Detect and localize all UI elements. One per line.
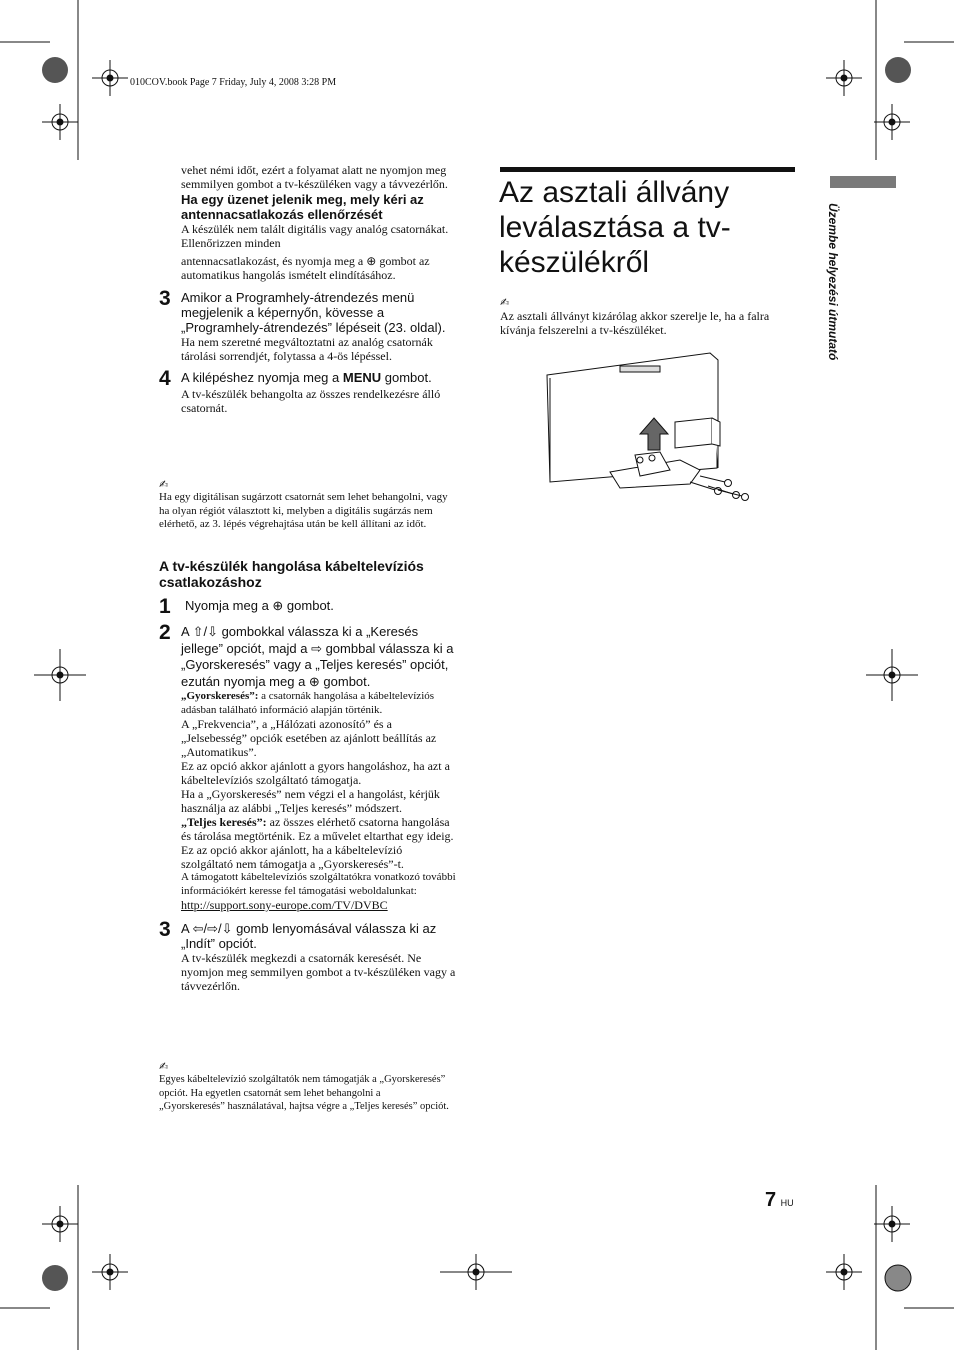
note-2-block (159, 1060, 449, 1114)
step-3 (159, 287, 456, 363)
cable-step-3-text: A ⇦/⇨/⇩ gomb lenyomásával válassza ki az „Indít” opciót. (181, 921, 437, 951)
full-search-p2: Ez az opció akkor ajánlott, ha a kábeltelevízió szolgáltató nem támogatja a „Gyorskeresés”-t. (181, 843, 404, 871)
quick-search-p4: Ha a „Gyorskeresés” nem végzi el a hangolást, kérjük használja az alábbi „Teljes keresés” módszert. (181, 787, 440, 815)
side-tab-label: Üzembe helyezési útmutató (826, 203, 840, 361)
warning-heading: Ha egy üzenet jelenik meg, mely kéri az antennacsatlakozás ellenőrzését (181, 192, 424, 222)
page-number-block (765, 1189, 794, 1212)
cable-step-2-number: 2 (159, 621, 171, 644)
title-rule (500, 167, 795, 172)
step-3-number: 3 (159, 287, 171, 310)
cable-step-1-number: 1 (159, 595, 171, 618)
quick-search-label: „Gyorskeresés”: (181, 690, 259, 702)
cable-step-2 (159, 621, 456, 912)
cable-section (159, 558, 459, 590)
step-3-text: Amikor a Programhely-átrendezés menü megjelenik a képernyőn, kövesse a „Programhely-átrendezés” lépéseit (23. oldal). (181, 290, 446, 335)
warning-text-1: A készülék nem talált digitális vagy analóg csatornákat. Ellenőrizzen minden (181, 222, 449, 250)
intro-text: vehet némi időt, ezért a folyamat alatt ne nyomjon meg semmilyen gombot a tv-készüléken vagy a távvezérlőn. (181, 163, 448, 191)
section-title: Az asztali állvány leválasztása a tv-készülékről (499, 176, 731, 279)
cable-step-2-text: A ⇧/⇩ gombokkal válassza ki a „Keresés jellege” opciót, majd a ⇨ gombbal válassza ki a „Gyorskeresés” vagy a „Teljes keresés” opciót, ezután nyomja meg a ⊕ gombot. (181, 624, 454, 689)
cable-step-1 (159, 595, 456, 618)
right-note-block (500, 296, 795, 337)
full-search-text: az összes elérhető csatorna hangolása és tárolása megtörténik. Ez a művelet eltarthat egy ideig. (181, 815, 454, 843)
note-icon: ✍ (500, 296, 510, 309)
side-tab-bar (830, 176, 896, 188)
menu-key-label: MENU (342, 370, 382, 385)
cable-heading: A tv-készülék hangolása kábeltelevíziós csatlakozáshoz (159, 558, 424, 590)
step-4-subtext: A tv-készülék behangolta az összes rendelkezésre álló csatornát. (181, 387, 441, 415)
cable-step-3-number: 3 (159, 918, 171, 941)
note-icon: ✍ (159, 478, 169, 491)
language-code: HU (780, 1198, 794, 1208)
step-3-subtext: Ha nem szeretné megváltoztatni az analóg csatornák tárolási sorrendjét, folytassa a 4-ös lépéssel. (181, 335, 433, 363)
note-1-text: Ha egy digitálisan sugárzott csatornát sem lehet behangolni, vagy ha olyan régiót választott ki, melyben a digitális sugárzás nem elérhető, az 3. lépés végrehajtása után be kell állítani az időt. (159, 491, 448, 530)
page-number: 7 (765, 1189, 777, 1211)
warning-text-2: antennacsatlakozást, és nyomja meg a ⊕ gombot az automatikus hangolás ismételt elindításához. (181, 254, 430, 282)
note-icon: ✍ (159, 1060, 169, 1073)
step-4-number: 4 (159, 367, 171, 390)
file-info-header: 010COV.book Page 7 Friday, July 4, 2008 3:28 PM (130, 77, 337, 88)
left-column (159, 163, 456, 415)
cable-step-1-text: Nyomja meg a ⊕ gombot. (185, 598, 334, 613)
note-1-block (159, 478, 457, 532)
quick-search-text: a csatornák hangolása a kábeltelevíziós adásban található információ alapján történik. (181, 690, 435, 716)
support-url-link[interactable]: http://support.sony-europe.com/TV/DVBC (181, 898, 388, 912)
tv-stand-illustration (540, 350, 760, 510)
note-2-text: Egyes kábeltelevízió szolgáltatók nem támogatják a „Gyorskeresés” opciót. Ha egyetlen csatornát sem lehet behangolni a „Gyorskeresés” használatával, hajtsa végre a „Teljes keresés” opciót. (159, 1074, 449, 1112)
cable-step-3 (159, 918, 456, 993)
full-search-p3: A támogatott kábeltelevíziós szolgáltatókra vonatkozó további információkért keresse fel támogatási weboldalunkat: (181, 871, 456, 897)
step-4-text-a: A kilépéshez nyomja meg a (181, 370, 343, 385)
cable-steps (159, 595, 456, 993)
quick-search-p3: Ez az opció akkor ajánlott a gyors hangoláshoz, ha azt a kábeltelevíziós szolgáltató támogatja. (181, 759, 450, 787)
step-4-text-b: gombot. (381, 370, 432, 385)
quick-search-p2: A „Frekvencia”, a „Hálózati azonosító” és a „Jelsebesség” opciók esetében az ajánlott beállítás az „Automatikus”. (181, 717, 437, 759)
full-search-label: „Teljes keresés”: (181, 815, 267, 829)
right-note-text: Az asztali állványt kizárólag akkor szerelje le, ha a falra kívánja felszerelni a tv-készüléket. (500, 309, 770, 337)
step-4 (159, 367, 456, 415)
cable-step-3-subtext: A tv-készülék megkezdi a csatornák keresését. Ne nyomjon meg semmilyen gombot a tv-készüléken vagy a távvezérlőn. (181, 951, 456, 993)
